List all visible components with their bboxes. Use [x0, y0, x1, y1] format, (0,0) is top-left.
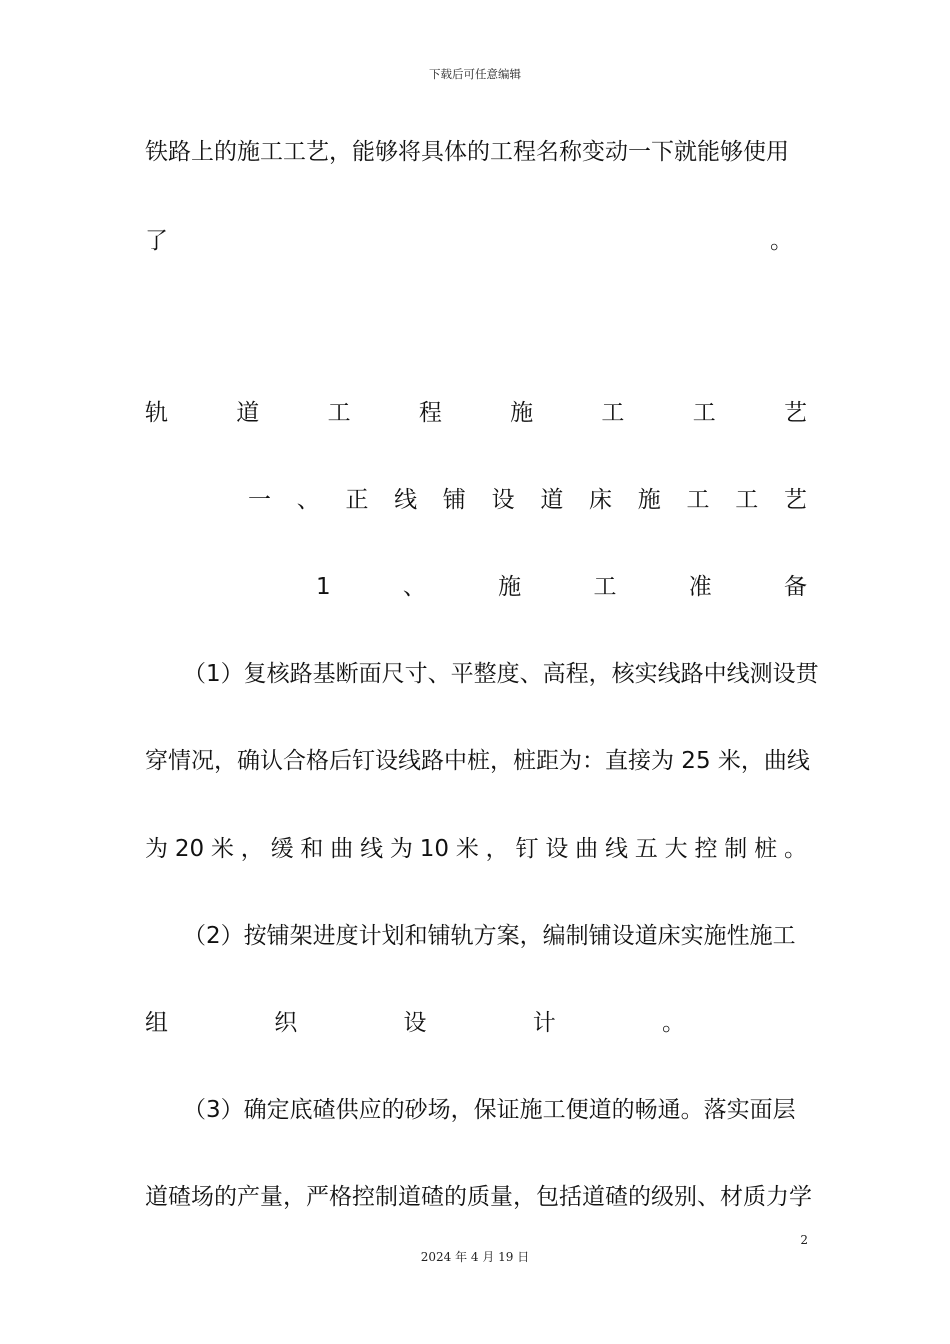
- text-fragment: 织: [274, 1010, 298, 1036]
- text-fragment: 20: [174, 836, 205, 862]
- text-fragment: 设: [545, 836, 569, 862]
- heading-char: 正: [345, 487, 369, 513]
- paragraph-line: （1）复核路基断面尺寸、平整度、高程，核实线路中线测设贯: [183, 661, 819, 687]
- text-fragment: 米: [455, 836, 479, 862]
- heading-char: 床: [589, 487, 613, 513]
- heading-char: 道: [540, 487, 564, 513]
- text-fragment: 制: [724, 836, 748, 862]
- heading-char: 线: [394, 487, 418, 513]
- subsection-heading: [316, 572, 807, 602]
- heading-char: 工: [686, 487, 710, 513]
- heading-char: 施: [637, 487, 661, 513]
- text-fragment: 曲: [330, 836, 354, 862]
- text-fragment: 缓: [270, 836, 294, 862]
- text-fragment: 和: [300, 836, 324, 862]
- text-fragment: 。: [783, 836, 807, 862]
- text-fragment: 钉: [515, 836, 539, 862]
- text-fragment: ，: [240, 836, 264, 862]
- paragraph-line: [145, 226, 807, 256]
- title-char: 工: [601, 400, 625, 426]
- heading-char: 工: [735, 487, 759, 513]
- text-fragment: 大: [664, 836, 688, 862]
- text-fragment: 。: [662, 1010, 685, 1036]
- paragraph-line: [145, 834, 807, 864]
- text-fragment: 组: [145, 1010, 168, 1036]
- heading-char: 设: [491, 487, 515, 513]
- paragraph-line: （3）确定底碴供应的砂场，保证施工便道的畅通。落实面层: [183, 1097, 796, 1123]
- page-header: 下载后可任意编辑: [429, 67, 521, 81]
- title-char: 工: [327, 400, 351, 426]
- text-fragment: 计: [532, 1010, 556, 1036]
- section-heading: [248, 485, 807, 515]
- text-fragment: 线: [360, 836, 384, 862]
- title-char: 艺: [783, 400, 807, 426]
- text-fragment: 五: [634, 836, 658, 862]
- heading-char: 工: [593, 574, 617, 600]
- heading-char: 铺: [442, 487, 466, 513]
- paragraph-line: [145, 1008, 685, 1038]
- text-fragment: 线: [604, 836, 628, 862]
- text-fragment: 控: [694, 836, 718, 862]
- text-fragment: 曲: [575, 836, 599, 862]
- text-fragment: 米: [210, 836, 234, 862]
- paragraph-line: 铁路上的施工工艺，能够将具体的工程名称变动一下就能够使用: [145, 139, 789, 165]
- heading-char: 、: [402, 574, 426, 600]
- title-char: 道: [236, 400, 260, 426]
- period: 。: [770, 228, 793, 254]
- text-fragment: 为: [389, 836, 413, 862]
- document-title: [145, 398, 807, 428]
- title-char: 轨: [145, 400, 168, 426]
- heading-char: 一: [248, 487, 271, 513]
- text-fragment: 设: [403, 1010, 427, 1036]
- text-fragment: 为: [145, 836, 168, 862]
- heading-char: 施: [498, 574, 522, 600]
- heading-char: 准: [688, 574, 712, 600]
- paragraph-line: 穿情况，确认合格后钉设线路中桩，桩距为：直接为 25 米，曲线: [145, 748, 810, 774]
- heading-char: 1: [316, 574, 331, 600]
- page-number: 2: [800, 1233, 808, 1247]
- heading-char: 、: [296, 487, 320, 513]
- title-char: 施: [510, 400, 534, 426]
- text-fragment: 了: [145, 228, 168, 254]
- text-fragment: 桩: [754, 836, 778, 862]
- text-fragment: ，: [485, 836, 509, 862]
- heading-char: 艺: [783, 487, 807, 513]
- title-char: 工: [692, 400, 716, 426]
- paragraph-line: 道碴场的产量，严格控制道碴的质量，包括道碴的级别、材质力学: [145, 1184, 812, 1210]
- paragraph-line: （2）按铺架进度计划和铺轨方案，编制铺设道床实施性施工: [183, 923, 796, 949]
- footer-date: 2024 年 4 月 19 日: [420, 1250, 530, 1264]
- heading-char: 备: [783, 574, 807, 600]
- title-char: 程: [418, 400, 442, 426]
- text-fragment: 10: [419, 836, 450, 862]
